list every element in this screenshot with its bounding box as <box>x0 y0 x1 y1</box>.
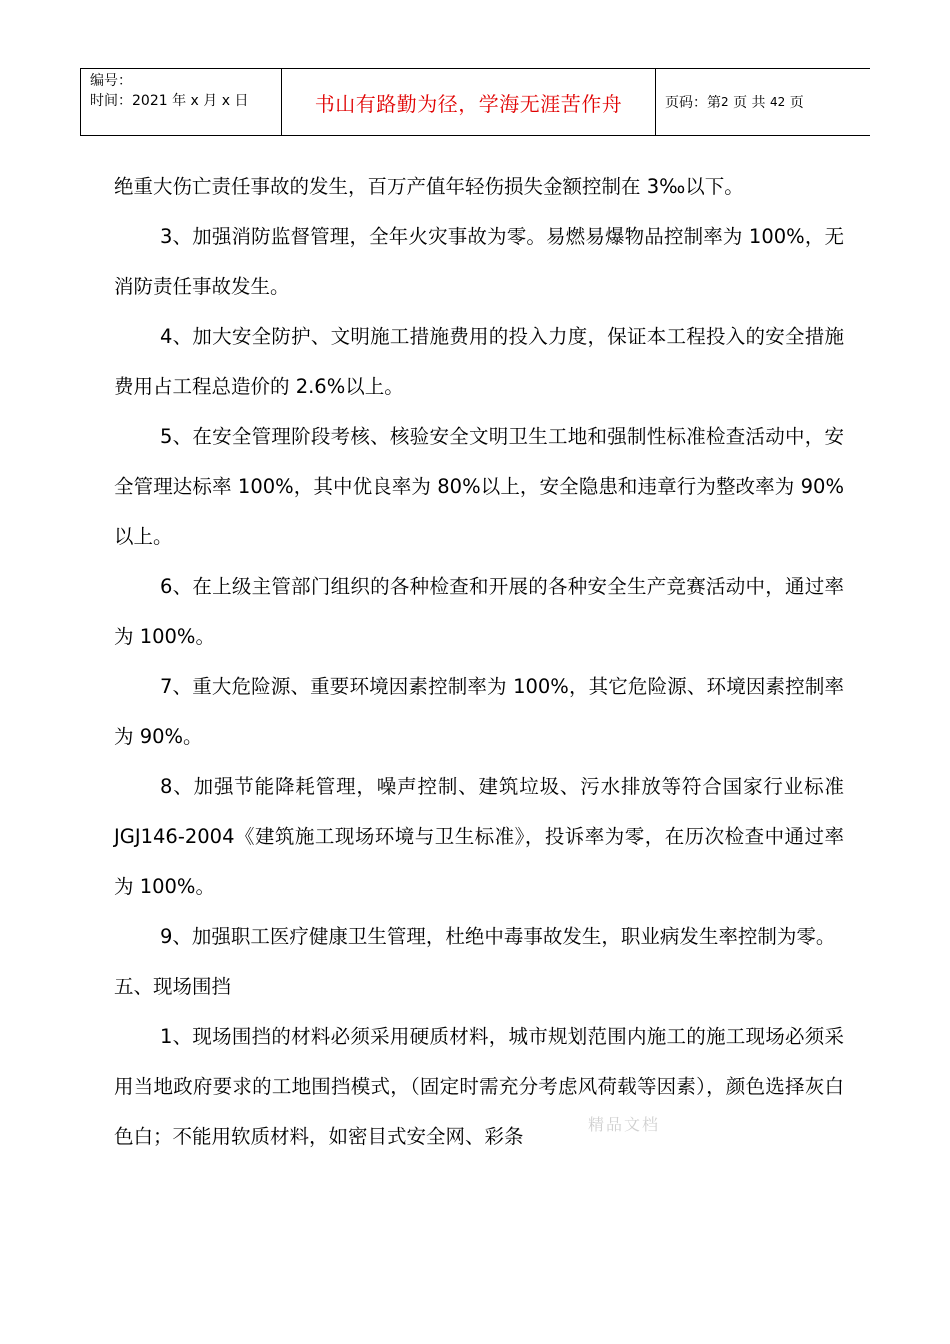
header-motto-cell <box>282 69 656 135</box>
paragraph: 9、加强职工医疗健康卫生管理，杜绝中毒事故发生，职业病发生率控制为零。 <box>160 925 836 948</box>
paragraph: 1、现场围挡的材料必须采用硬质材料，城市规划范围内施工的施工现场必须采用当地政府要求的工地围挡模式，（固定时需充分考虑风荷载等因素），颜色选择灰白色白；不能用软质材料，如密目式安全网、彩条 <box>114 1025 844 1148</box>
document-number-label: 编号： <box>90 73 132 89</box>
paragraph: 6、在上级主管部门组织的各种检查和开展的各种安全生产竞赛活动中，通过率为 100%。 <box>114 575 844 648</box>
page-prefix: 页码：第 <box>665 95 721 111</box>
paragraph: 7、重大危险源、重要环境因素控制率为 100%，其它危险源、环境因素控制率为 90%。 <box>114 675 844 748</box>
page-current: 2 <box>721 95 729 109</box>
page-suffix: 页 <box>789 95 804 111</box>
watermark-text: 精品文档 <box>588 1115 661 1134</box>
document-body <box>114 162 844 1162</box>
page-mid: 页 共 <box>733 95 766 111</box>
document-date: 时间：2021 年 x 月 x 日 <box>90 93 249 109</box>
paragraph: 3、加强消防监督管理，全年火灾事故为零。易燃易爆物品控制率为 100%，无消防责任事故发生。 <box>114 225 844 298</box>
header-meta-cell <box>81 69 282 135</box>
paragraph: 8、加强节能降耗管理，噪声控制、建筑垃圾、污水排放等符合国家行业标准 JGJ146-2004《建筑施工现场环境与卫生标准》，投诉率为零，在历次检查中通过率为 100%。 <box>114 775 844 898</box>
paragraph: 4、加大安全防护、文明施工措施费用的投入力度，保证本工程投入的安全措施费用占工程总造价的 2.6%以上。 <box>114 325 844 398</box>
header-motto: 书山有路勤为径，学海无涯苦作舟 <box>314 91 623 116</box>
paragraph: 5、在安全管理阶段考核、核验安全文明卫生工地和强制性标准检查活动中，安全管理达标率 100%，其中优良率为 80%以上，安全隐患和违章行为整改率为 90%以上。 <box>114 425 844 548</box>
document-header <box>80 68 870 136</box>
header-page-cell <box>656 69 870 135</box>
section-heading: 五、现场围挡 <box>114 975 232 998</box>
paragraph: 绝重大伤亡责任事故的发生，百万产值年轻伤损失金额控制在 3‰以下。 <box>114 175 744 198</box>
page-total: 42 <box>770 95 786 109</box>
